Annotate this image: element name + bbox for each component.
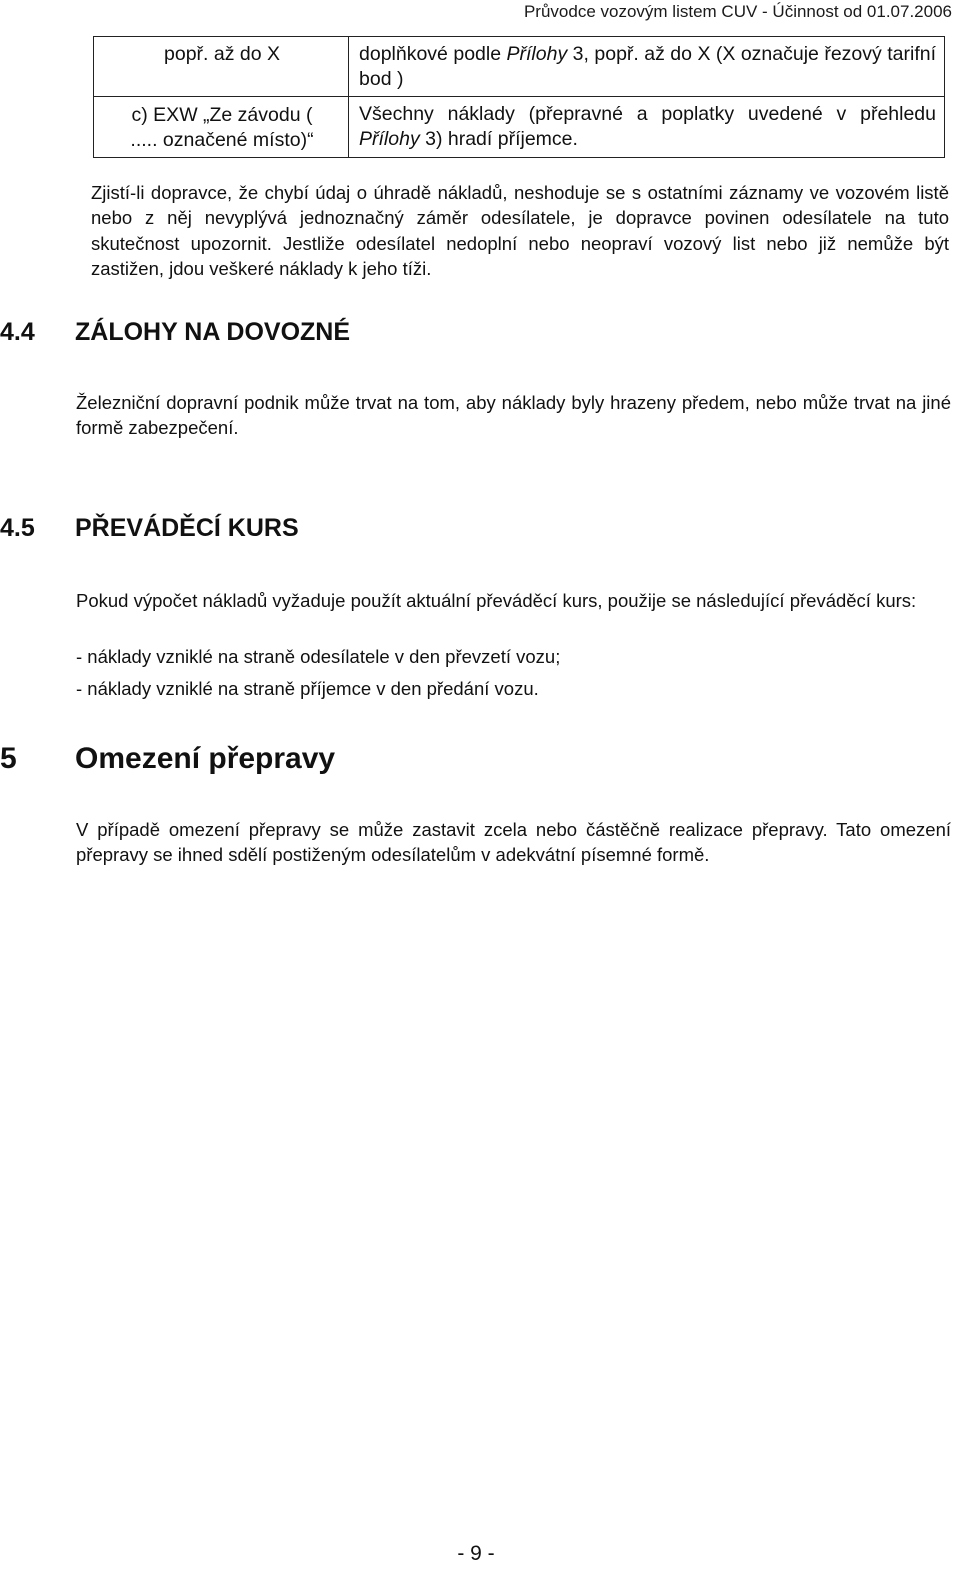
section-5-text: V případě omezení přepravy se může zastavit zcela nebo částěčně realizace přepravy. Tato omezení přepravy se ihned sdělí postiženým odesílatelům v adekvátní písemné formě. (76, 819, 951, 866)
table-row (94, 97, 945, 158)
table-cell-term (94, 37, 349, 97)
annex-reference: Přílohy (359, 128, 420, 150)
description-text: 3) hradí příjemce. (419, 128, 578, 150)
annex-reference: Přílohy (506, 43, 568, 65)
section-number: 4.4 (0, 318, 35, 346)
table-row (94, 37, 945, 97)
page-number: - 9 - (457, 1542, 495, 1565)
section-4-5-text: Pokud výpočet nákladů vyžaduje použít aktuální převáděcí kurs, použije se následující převáděcí kurs: (76, 590, 917, 611)
section-4-4-text: Železniční dopravní podnik může trvat na tom, aby náklady byly hrazeny předem, nebo může trvat na jiné formě zabezpečení. (76, 392, 951, 439)
section-title: ZÁLOHY NA DOVOZNÉ (75, 318, 351, 346)
table-cell-term (94, 97, 349, 158)
term-text: c) EXW „Ze závodu ( (131, 104, 313, 126)
section-heading-4-4 (0, 318, 350, 347)
description-text: doplňkové podle (359, 43, 507, 65)
list-item: - náklady vzniklé na straně příjemce v den předání vozu. (76, 678, 539, 699)
list-item: - náklady vzniklé na straně odesílatele v den převzetí vozu; (76, 646, 561, 667)
chapter-title: Omezení přepravy (75, 742, 336, 775)
term-text: popř. až do X (164, 43, 280, 65)
chapter-number: 5 (0, 742, 17, 775)
transport-terms-table (93, 36, 945, 158)
term-text: ..... označené místo)“ (130, 129, 314, 151)
description-text: Všechny náklady (přepravné a poplatky uvedené v přehledu (359, 103, 936, 125)
page-header: Průvodce vozovým listem CUV - Účinnost od 01.07.2006 (523, 2, 952, 21)
section-heading-4-5 (0, 514, 299, 543)
chapter-heading-5 (0, 742, 335, 776)
section-title: PŘEVÁDĚCÍ KURS (75, 514, 299, 542)
table-cell-description (349, 97, 945, 158)
table-cell-description (349, 37, 945, 97)
paragraph-missing-payment-info: Zjistí-li dopravce, že chybí údaj o úhradě nákladů, neshoduje se s ostatními záznamy ve vozovém listě nebo z něj nevyplývá jednoznačný záměr odesílatele, je dopravce povinen odesílatele na tuto skutečnost upozornit. Jestliže odesílatel nedoplní nebo neopraví vozový list nebo již nemůže být zastižen, jdou veškeré náklady k jeho tíži. (91, 182, 949, 279)
section-number: 4.5 (0, 514, 35, 542)
description-text: 3, popř. až do X (X označuje řezový tarifní bod ) (359, 43, 936, 90)
